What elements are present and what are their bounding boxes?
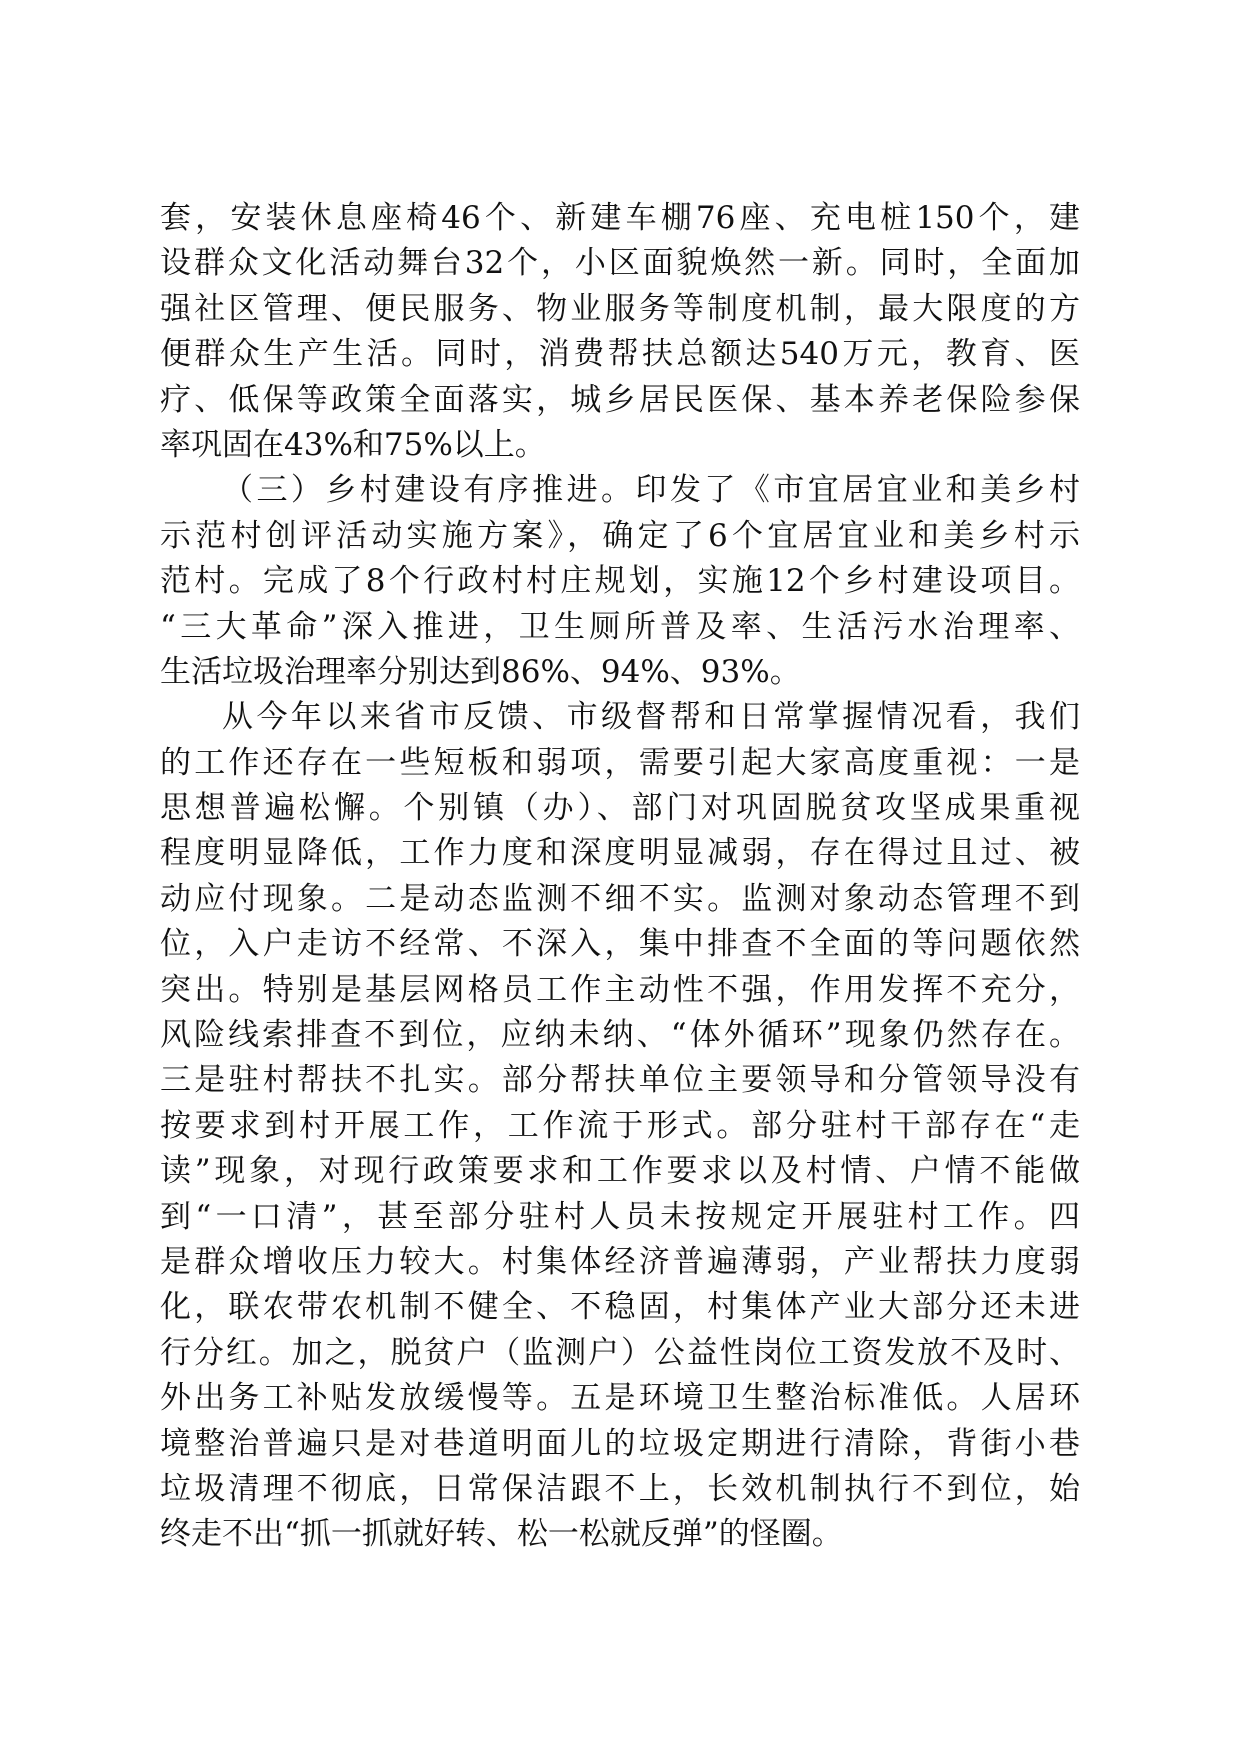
- text-line: 风险线索排查不到位，应纳未纳、“体外循环”现象仍然存在。: [160, 1017, 1080, 1054]
- section-heading-line: （三）乡村建设有序推进。印发了《市宜居宜业和美乡村: [222, 472, 1080, 509]
- text-line: 程度明显降低，工作力度和深度明显减弱，存在得过且过、被: [160, 835, 1080, 872]
- text-line: 动应付现象。二是动态监测不细不实。监测对象动态管理不到: [160, 880, 1080, 917]
- text-line: 率巩固在43%和75%以上。: [160, 426, 546, 463]
- text-line: 按要求到村开展工作，工作流于形式。部分驻村干部存在“走: [160, 1107, 1080, 1144]
- document-page: [160, 196, 1080, 1558]
- text-line: 外出务工补贴发放缓慢等。五是环境卫生整治标准低。人居环: [160, 1380, 1080, 1417]
- text-line: 套，安装休息座椅46个、新建车棚76座、充电桩150个，建: [160, 200, 1080, 236]
- text-line: 强社区管理、便民服务、物业服务等制度机制，最大限度的方: [160, 290, 1080, 327]
- text-line: 到“一口清”，甚至部分驻村人员未按规定开展驻村工作。四: [160, 1198, 1080, 1235]
- text-line: 化，联农带农机制不健全、不稳固，村集体产业大部分还未进: [160, 1289, 1080, 1326]
- paragraph-start-line: 从今年以来省市反馈、市级督帮和日常掌握情况看，我们: [222, 699, 1080, 736]
- text-line: 设群众文化活动舞台32个，小区面貌焕然一新。同时，全面加: [160, 245, 1080, 282]
- text-line: 范村。完成了8个行政村村庄规划，实施12个乡村建设项目。: [160, 563, 1080, 600]
- text-line: 便群众生产生活。同时，消费帮扶总额达540万元，教育、医: [160, 336, 1080, 373]
- text-line: 境整治普遍只是对巷道明面儿的垃圾定期进行清除，背街小巷: [160, 1425, 1080, 1462]
- text-line: 位，入户走访不经常、不深入，集中排查不全面的等问题依然: [160, 926, 1080, 963]
- text-line: 的工作还存在一些短板和弱项，需要引起大家高度重视：一是: [160, 744, 1080, 781]
- text-line: 疗、低保等政策全面落实，城乡居民医保、基本养老保险参保: [160, 381, 1080, 418]
- text-line: 示范村创评活动实施方案》，确定了6个宜居宜业和美乡村示: [160, 517, 1080, 554]
- text-line: 终走不出“抓一抓就好转、松一松就反弹”的怪圈。: [160, 1516, 843, 1553]
- text-line: 是群众增收压力较大。村集体经济普遍薄弱，产业帮扶力度弱: [160, 1243, 1080, 1280]
- text-line: 思想普遍松懈。个别镇（办）、部门对巩固脱贫攻坚成果重视: [160, 790, 1080, 827]
- text-line: 突出。特别是基层网格员工作主动性不强，作用发挥不充分，: [160, 971, 1080, 1008]
- text-line: 行分红。加之，脱贫户（监测户）公益性岗位工资发放不及时、: [160, 1334, 1080, 1371]
- text-line: 读”现象，对现行政策要求和工作要求以及村情、户情不能做: [160, 1153, 1080, 1190]
- text-line: 三是驻村帮扶不扎实。部分帮扶单位主要领导和分管领导没有: [160, 1062, 1080, 1099]
- text-line: 生活垃圾治理率分别达到86%、94%、93%。: [160, 653, 801, 690]
- text-line: “三大革命”深入推进，卫生厕所普及率、生活污水治理率、: [160, 608, 1080, 645]
- text-line: 垃圾清理不彻底，日常保洁跟不上，长效机制执行不到位，始: [160, 1470, 1080, 1507]
